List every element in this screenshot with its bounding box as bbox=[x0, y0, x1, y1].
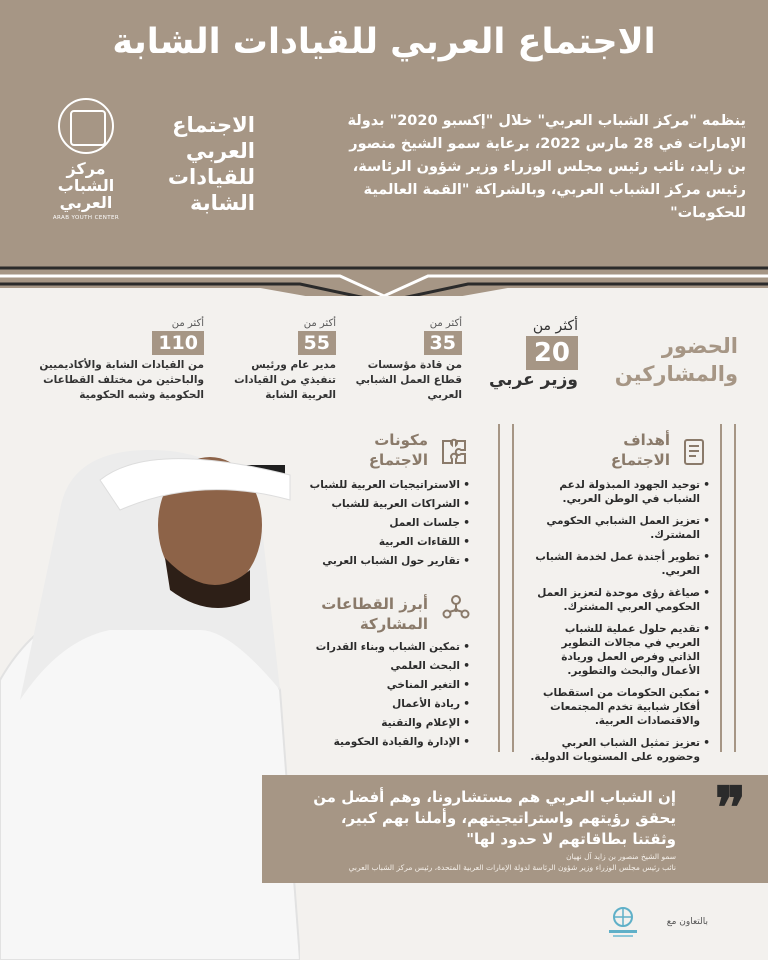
goals-heading-line: أهداف bbox=[623, 431, 670, 449]
list-item: • التغير المناخي bbox=[300, 678, 470, 692]
attendance-heading-line: والمشاركين bbox=[614, 362, 738, 386]
components-list bbox=[300, 478, 470, 573]
stat-executives bbox=[216, 318, 336, 403]
stat-more-label: أكثر من bbox=[429, 318, 462, 329]
attribution-line: نائب رئيس مجلس الوزراء وزير شؤون الرئاسة لدولة الإمارات العربية المتحدة، رئيس مركز الشباب العربي bbox=[348, 863, 676, 872]
stat-more-label: أكثر من bbox=[532, 318, 578, 334]
stat-description: مدير عام ورئيس تنفيذي من القيادات العربية الشابة bbox=[234, 359, 336, 401]
stat-number: 55 bbox=[298, 331, 336, 355]
org-name-english: ARAB YOUTH CENTER bbox=[52, 215, 120, 221]
list-item: • تمكين الشباب وبناء القدرات bbox=[300, 640, 470, 654]
stat-description: من قادة مؤسسات قطاع العمل الشبابي العربي bbox=[355, 359, 462, 401]
sectors-heading-line: المشاركة bbox=[359, 615, 428, 633]
stat-youth-sector-leaders bbox=[352, 318, 462, 403]
goals-list bbox=[530, 478, 710, 772]
stat-number: 110 bbox=[152, 331, 204, 355]
intro-paragraph: ينظمه "مركز الشباب العربي" خلال "إكسبو 2020" بدولة الإمارات في 28 مارس 2022، برعاية سمو الشيخ منصور بن زايد، نائب رئيس مجلس الوزراء وزير شؤون الرئاسة، رئيس مركز الشباب العربي، وبالشراكة "القمة العالمية للحكومات" bbox=[347, 113, 746, 221]
summit-logo-icon bbox=[603, 905, 643, 939]
event-logo-line: العربي bbox=[185, 139, 255, 163]
list-item: • جلسات العمل bbox=[300, 516, 470, 530]
attribution-line: سمو الشيخ منصور بن زايد آل نهيان bbox=[566, 852, 676, 861]
arab-youth-center-logo bbox=[50, 98, 122, 221]
goals-heading bbox=[611, 430, 670, 470]
event-logo bbox=[150, 112, 255, 216]
stat-number: 35 bbox=[424, 331, 462, 355]
scroll-document-icon bbox=[678, 436, 710, 468]
list-item: • تعزيز تمثيل الشباب العربي وحضوره على المستويات الدولية. bbox=[530, 736, 710, 764]
quote-attribution bbox=[236, 851, 676, 873]
components-heading-line: مكونات bbox=[374, 431, 428, 449]
list-item: • البحث العلمي bbox=[300, 659, 470, 673]
stat-more-label: أكثر من bbox=[303, 318, 336, 329]
list-item: • الإعلام والتقنية bbox=[300, 716, 470, 730]
page-title: الاجتماع العربي للقيادات الشابة bbox=[112, 22, 656, 62]
goals-heading-line: الاجتماع bbox=[610, 451, 670, 469]
org-name-line: مركز bbox=[66, 159, 106, 178]
people-network-icon bbox=[440, 592, 472, 624]
goals-frame-left bbox=[498, 424, 514, 752]
stat-description: من القيادات الشابة والأكاديميين والباحثين من مختلف القطاعات الحكومية وشبه الحكومية bbox=[39, 359, 204, 401]
sectors-list bbox=[300, 640, 470, 754]
attendance-heading bbox=[615, 332, 738, 388]
list-item: • الشراكات العربية للشباب bbox=[300, 497, 470, 511]
puzzle-icon bbox=[438, 436, 470, 468]
quotation-mark-icon: ❞ bbox=[714, 774, 746, 842]
partner-label: بالتعاون مع bbox=[666, 917, 708, 927]
list-item: • تمكين الحكومات من استقطاب أفكار شبابية تخدم المجتمعات والاقتصادات العربية. bbox=[530, 686, 710, 728]
person-portrait-icon bbox=[0, 430, 300, 960]
goals-frame-right bbox=[720, 424, 736, 752]
event-logo-line: الشابة bbox=[190, 191, 255, 215]
event-logo-line: الاجتماع bbox=[172, 113, 255, 137]
quote-text: إن الشباب العربي هم مستشارونا، وهم أفضل من يحقق رؤيتهم واستراتيجيتهم، وأملنا بهم كبير، وثقتنا بطاقاتهم لا حدود لها" bbox=[313, 788, 676, 848]
components-heading bbox=[369, 430, 428, 470]
list-item: • صياغة رؤى موحدة لتعزيز العمل الحكومي العربي المشترك. bbox=[530, 586, 710, 614]
partner-section bbox=[603, 905, 708, 939]
org-name-line: العربي bbox=[59, 193, 113, 212]
stat-more-label: أكثر من bbox=[171, 318, 204, 329]
list-item: • تقارير حول الشباب العربي bbox=[300, 554, 470, 568]
sectors-heading bbox=[321, 594, 428, 634]
list-item: • ريادة الأعمال bbox=[300, 697, 470, 711]
attendance-heading-line: الحضور bbox=[661, 334, 738, 358]
sectors-heading-line: أبرز القطاعات bbox=[321, 595, 428, 613]
list-item: • تعزيز العمل الشبابي الحكومي المشترك. bbox=[530, 514, 710, 542]
list-item: • اللقاءات العربية bbox=[300, 535, 470, 549]
stat-young-leaders bbox=[24, 318, 204, 403]
list-item: • تقديم حلول عملية للشباب العربي في مجالات التطوير الذاتي وفرص العمل وريادة الأعمال والبحث والتطوير. bbox=[530, 622, 710, 678]
list-item: • الاستراتيجيات العربية للشباب bbox=[300, 478, 470, 492]
list-item: • الإدارة والقيادة الحكومية bbox=[300, 735, 470, 749]
event-logo-line: للقيادات bbox=[167, 165, 255, 189]
org-name-line: الشباب bbox=[57, 176, 115, 195]
section-divider bbox=[0, 262, 768, 302]
seal-icon bbox=[58, 98, 114, 154]
stat-description: وزير عربي bbox=[488, 370, 578, 390]
list-item: • توحيد الجهود المبذولة لدعم الشباب في الوطن العربي. bbox=[530, 478, 710, 506]
stat-number: 20 bbox=[526, 336, 578, 370]
components-heading-line: الاجتماع bbox=[368, 451, 428, 469]
list-item: • تطوير أجندة عمل لخدمة الشباب العربي. bbox=[530, 550, 710, 578]
stat-ministers bbox=[488, 318, 578, 388]
